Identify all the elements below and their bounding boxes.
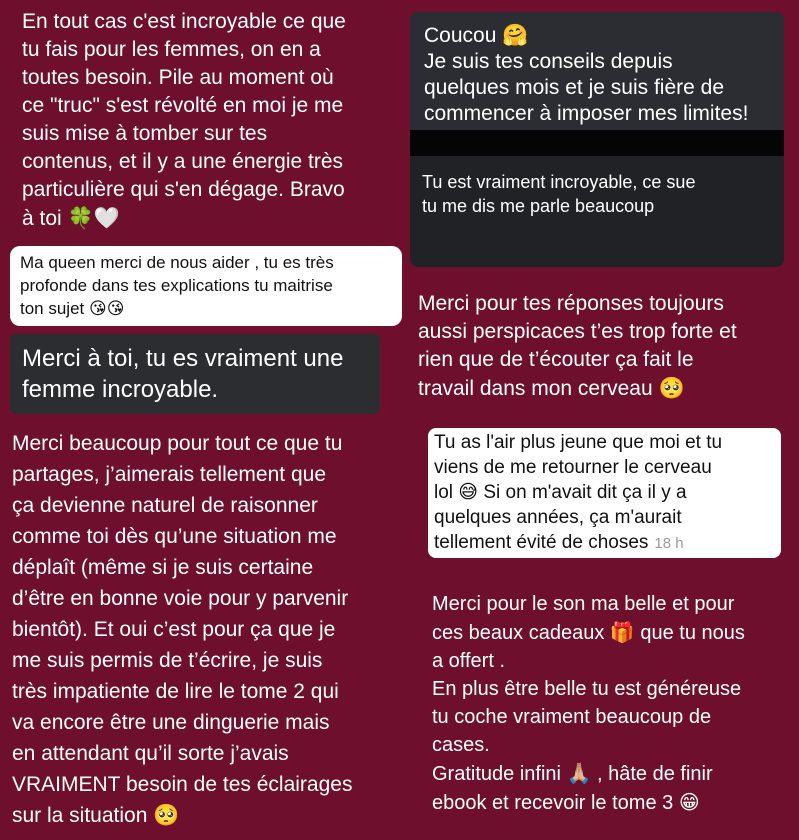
message-7-text-b: Si on m'avait dit ça il y a quelques années, ça m'aurait tellement évité de choses [434,482,687,553]
sweat-smile-emoji-icon: 😅 [458,481,479,503]
grin-emoji-icon: 😁 [678,790,700,814]
message-bubble-2 [10,246,402,326]
message-8-text-e: , hâte de finir ebook et recevoir le tome 3 [432,763,713,814]
message-2-text: Ma queen merci de nous aider , tu es très profonde dans tes explications tu maitrise ton sujet [20,253,334,318]
card-message [410,12,784,130]
clover-heart-emoji-icon: 🍀🤍 [67,206,120,230]
message-text-4 [12,428,412,831]
story-reply-card [410,12,784,267]
message-bubble-3 [10,334,380,414]
message-8-text-a: Merci pour le son ma belle et pour ces beaux cadeaux [432,593,735,644]
message-8-text-b: que tu nous a offert . [432,622,745,672]
card-reply: Tu est vraiment incroyable, ce sue tu me dis me parle beaucoup [422,172,696,216]
card-divider [410,130,784,156]
pleading-emoji-icon: 🥺 [658,376,685,400]
kiss-emoji-icon: 😘😘 [89,299,125,319]
card-greeting: Coucou [424,24,497,47]
card-text: Je suis tes conseils depuis quelques mois et je suis fière de commencer à imposer mes limites! [424,50,749,125]
gift-emoji-icon: 🎁 [609,620,635,644]
message-text-8 [432,590,797,817]
message-bubble-7 [428,428,781,558]
message-1-text: En tout cas c'est incroyable ce que tu fais pour les femmes, on en a toutes besoin. Pile au moment où ce "truc" s'est révolté en moi je me suis mise à tomber sur tes contenus, et il y a une énergie très particulière qui s'en dégage. Bravo à toi [22,10,346,230]
message-4-text: Merci beaucoup pour tout ce que tu partages, j’aimerais tellement que ça devienne naturel de raisonner comme toi dès qu’une situation me déplaît (même si je suis certaine d’être en bonne voie pour y parvenir bientôt). Et oui c’est pour ça que je me suis permis de t’écrire, je suis très impatiente de lire le tome 2 qui va encore être une dinguerie mais en attendant qu’il sorte j’avais VRAIMENT besoin de tes éclairages sur la situation [12,432,353,827]
message-8-text-d: Gratitude infini [432,763,561,785]
message-8-text-c: En plus être belle tu est généreuse tu coche vraiment beaucoup de cases. [432,678,742,756]
message-7-text-a: Tu as l'air plus jeune que moi et tu viens de me retourner le cerveau lol [434,432,723,503]
message-text-6 [418,290,793,403]
message-6-text: Merci pour tes réponses toujours aussi perspicaces t’es trop forte et rien que de t’écouter ça fait le travail dans mon cerveau [418,292,737,400]
pleading-emoji-icon: 🥺 [153,803,180,827]
message-3-text: Merci à toi, tu es vraiment une femme incroyable. [22,345,344,403]
pray-emoji-icon: 🙏🏼 [566,761,592,785]
message-text-1 [22,8,392,233]
message-timestamp: 18 h [654,535,684,552]
hug-emoji-icon: 🤗 [502,23,529,47]
